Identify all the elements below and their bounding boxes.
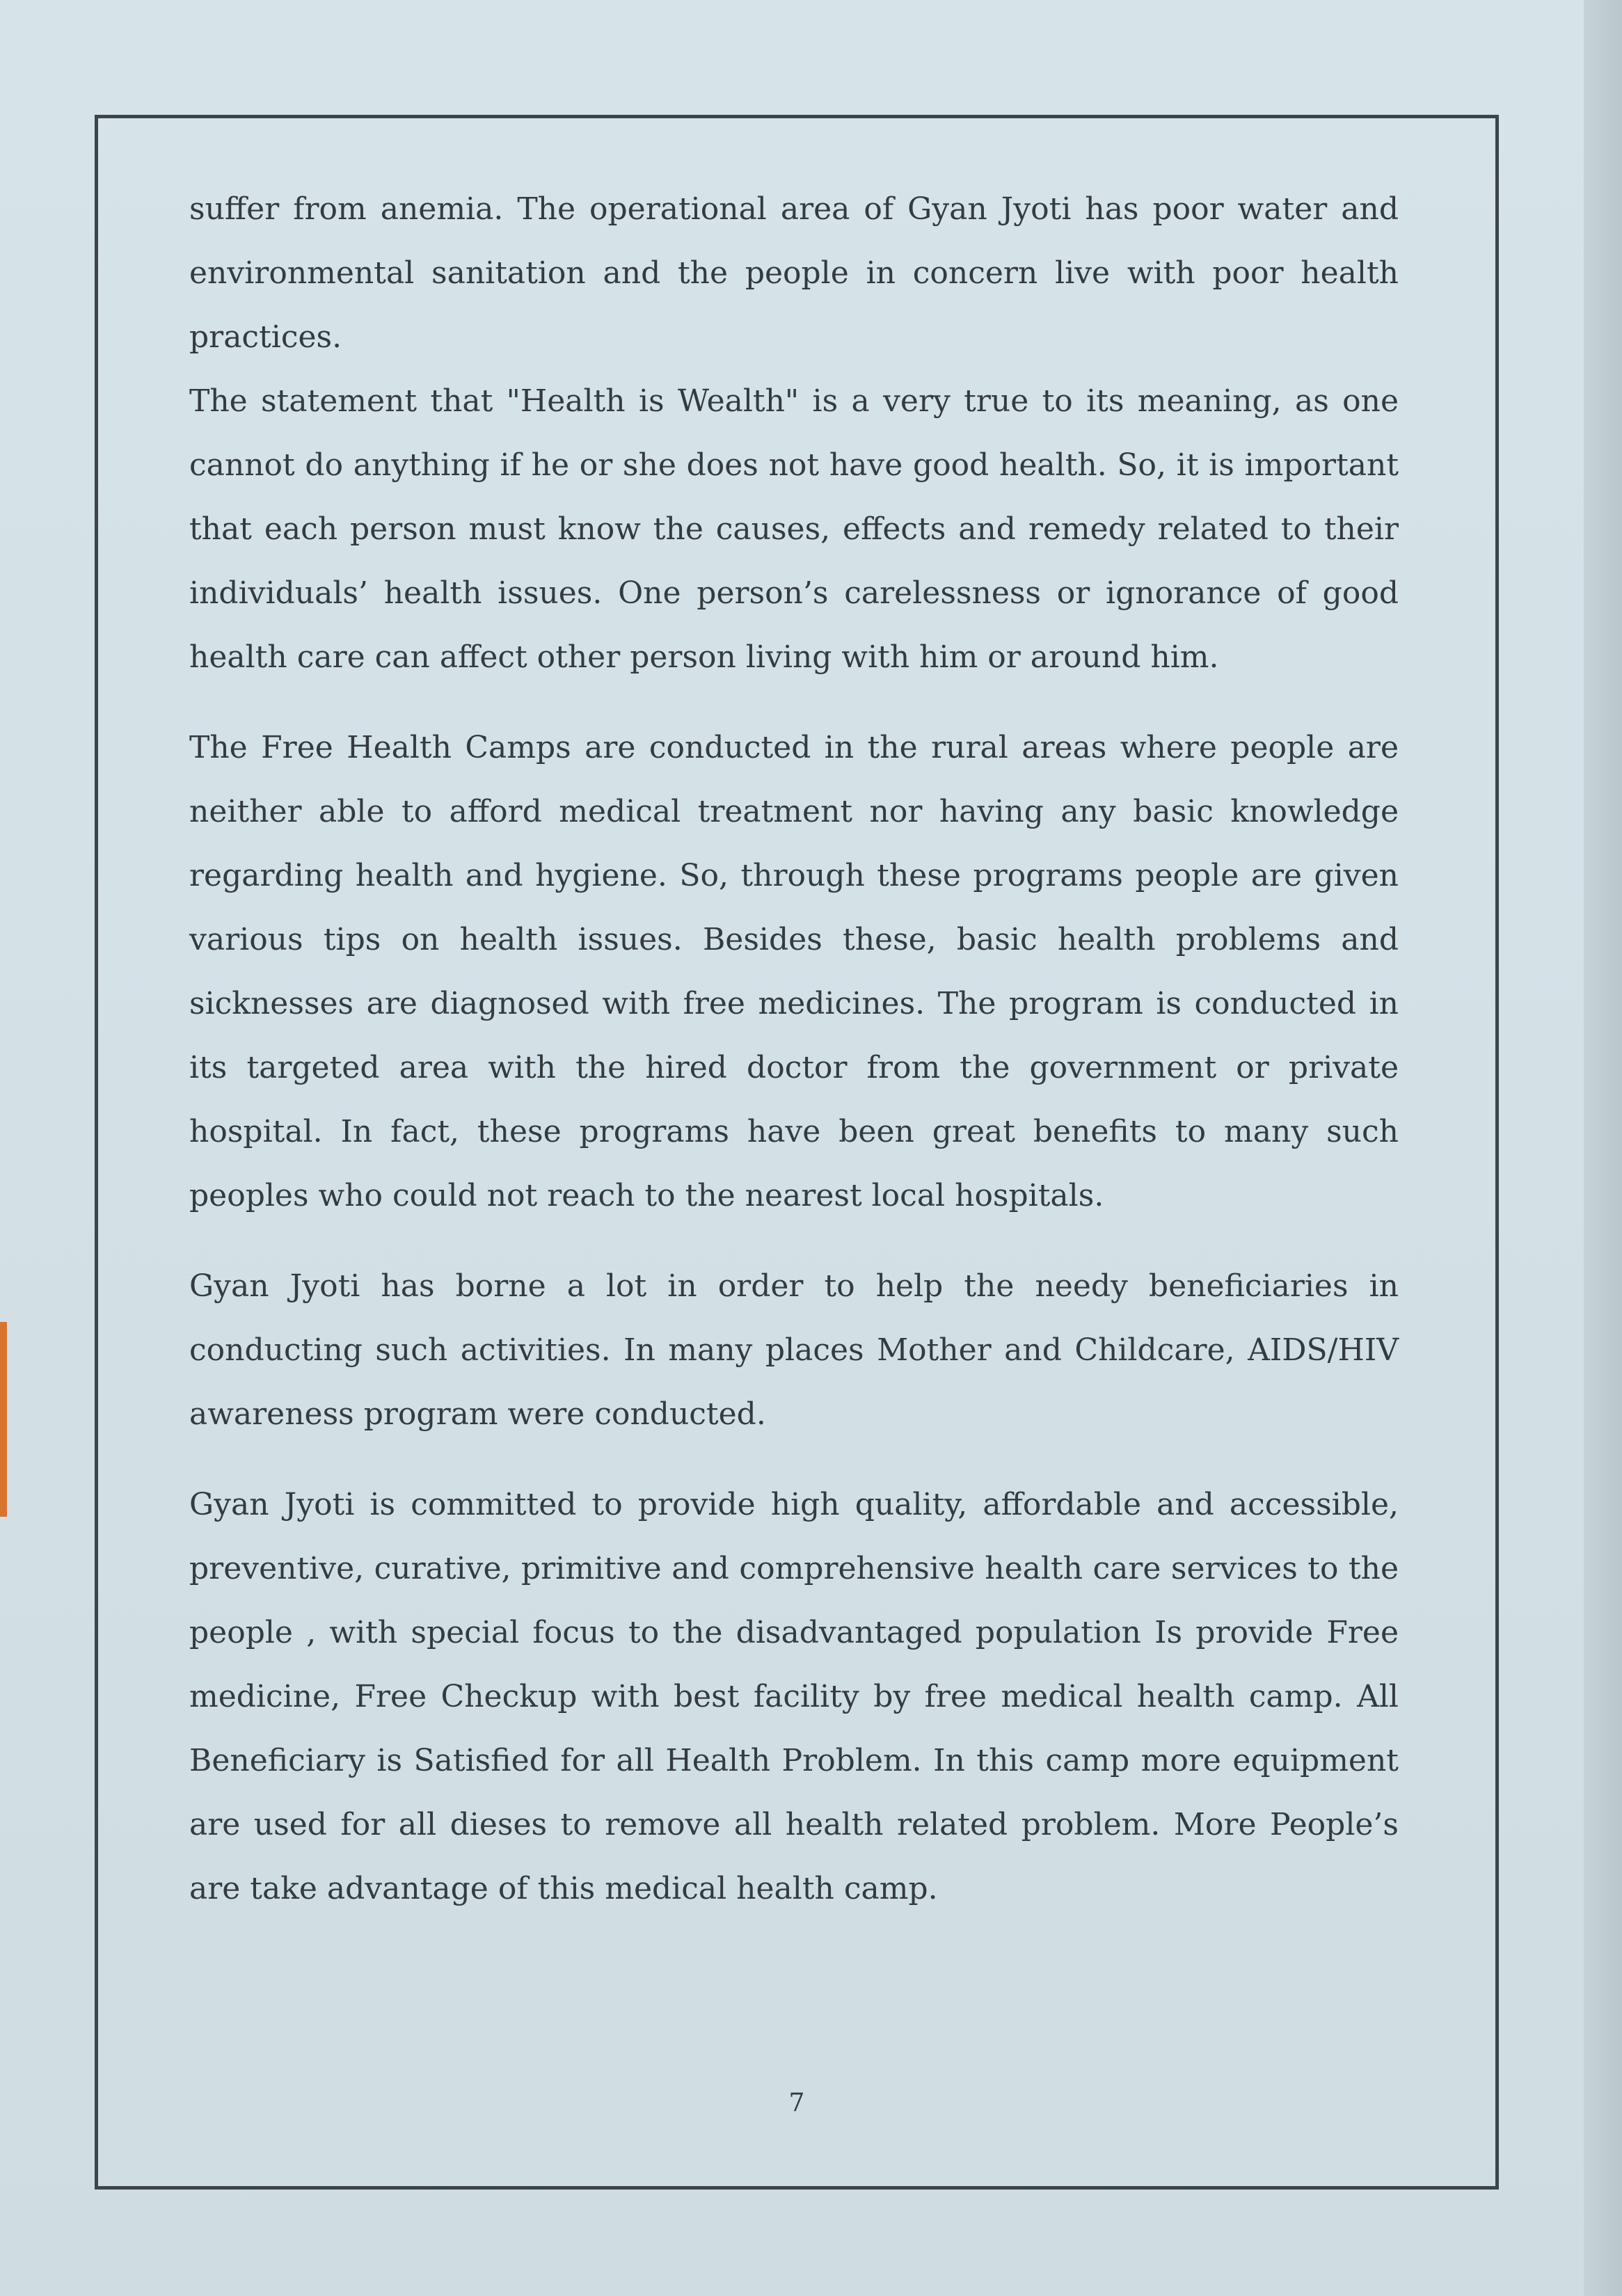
paragraph-anemia-sanitation: suffer from anemia. The operational area of Gyan Jyoti has poor water and environmental sanitation and the people in concern live with poor health practices.	[189, 191, 1399, 355]
page-number: 7	[788, 2089, 805, 2117]
body-text	[189, 177, 1399, 1921]
paragraph-health-is-wealth: The statement that "Health is Wealth" is a very true to its meaning, as one cannot do anything if he or she does not have good health. So, it is important that each person must know the causes, effects and remedy related to their individuals’ health issues. One person’s carelessness or ignorance of good health care can affect other person living with him or around him.	[189, 383, 1399, 675]
binding-edge-accent	[0, 1322, 7, 1517]
paragraph-free-health-camps: The Free Health Camps are conducted in the rural areas where people are neither able to afford medical treatment nor having any basic knowledge regarding health and hygiene. So, through these programs people are given various tips on health issues. Besides these, basic health problems and sicknesses are diagnosed with free medicines. The program is conducted in its targeted area with the hired doctor from the government or private hospital. In fact, these programs have been great benefits to many such peoples who could not reach to the nearest local hospitals.	[189, 730, 1399, 1213]
page-edge	[1584, 0, 1622, 2296]
paragraph-gyan-jyoti-activities: Gyan Jyoti has borne a lot in order to help the needy beneficiaries in conducting such activities. In many places Mother and Childcare, AIDS/HIV awareness program were conducted.	[189, 1268, 1399, 1432]
paragraph-gyan-jyoti-commitment: Gyan Jyoti is committed to provide high quality, affordable and accessible, preventive, curative, primitive and comprehensive health care services to the people , with special focus to the disadvantaged population Is provide Free medicine, Free Checkup with best facility by free medical health camp. All Beneficiary is Satisfied for all Health Problem. In this camp more equipment are used for all dieses to remove all health related problem. More People’s are take advantage of this medical health camp.	[189, 1487, 1399, 1906]
